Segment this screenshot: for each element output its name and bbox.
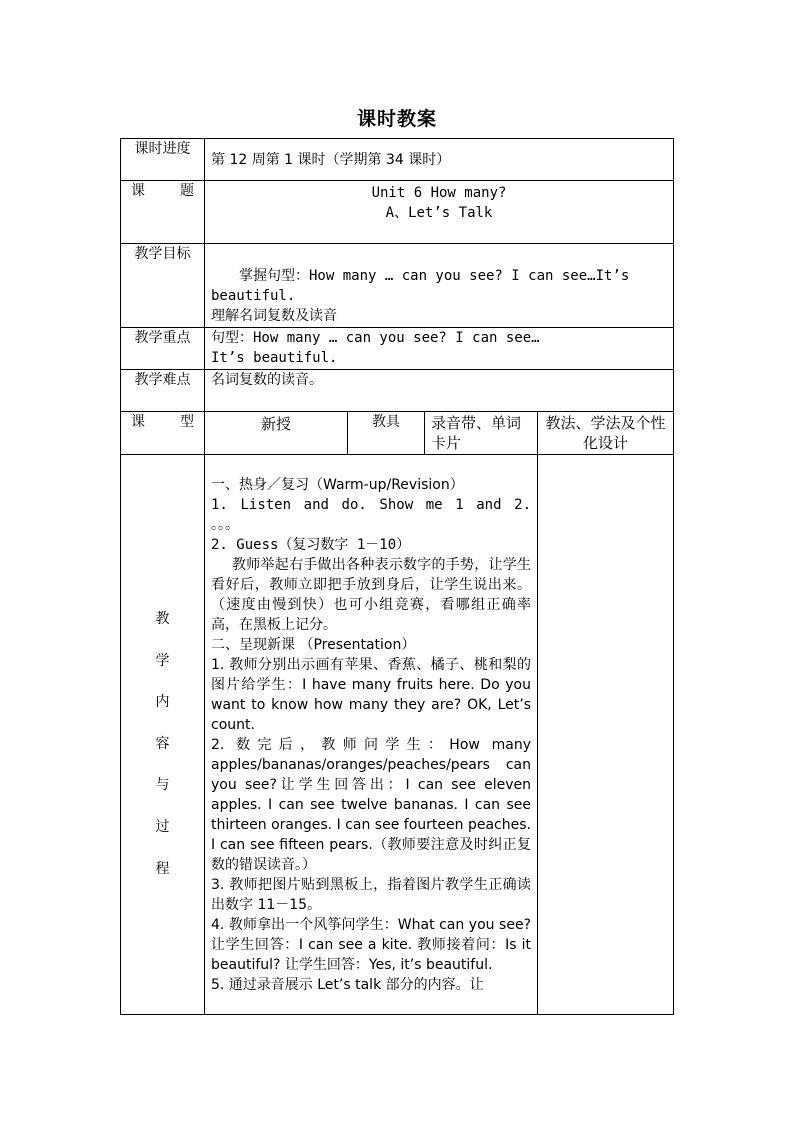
topic-line-2: A、Let’s Talk <box>385 205 493 221</box>
objective-line-2: 理解名词复数及读音 <box>211 308 337 324</box>
process-label-char: 程 <box>155 860 170 877</box>
difficulty-label: 教学难点 <box>121 370 205 412</box>
method-notes-cell <box>538 455 674 1015</box>
process-label-char: 与 <box>155 777 170 794</box>
progress-label: 课时进度 <box>121 139 205 181</box>
row-topic <box>121 181 674 244</box>
lesson-type-value: 新授 <box>205 412 348 455</box>
row-process <box>121 455 674 1015</box>
process-line: 一、热身／复习（Warm-up/Revision） <box>211 477 464 493</box>
process-label <box>121 455 205 1015</box>
process-line: 二、呈现新课 （Presentation） <box>211 637 416 653</box>
page-title: 课时教案 <box>356 108 437 130</box>
process-line: 2. Guess（复习数字 1－10） <box>211 537 411 553</box>
row-key-point <box>121 328 674 370</box>
tools-label: 教具 <box>348 412 425 455</box>
row-objective <box>121 244 674 328</box>
process-line: 2. 数完后，教师问学生：How many apples/bananas/oranges/peaches/pears can you see?让学生回答出：I can see eleven apples. I can see twelve bananas. I can see thirteen oranges. I can see fourteen peaches. I can see fifteen pears.（教师要注意及时纠正复数的错误读音。） <box>211 737 531 873</box>
objective-label: 教学目标 <box>121 244 205 328</box>
lesson-plan-table <box>120 138 674 1015</box>
method-label: 教法、学法及个性化设计 <box>538 412 674 455</box>
topic-line-1: Unit 6 How many? <box>371 185 507 201</box>
difficulty-value: 名词复数的读音。 <box>205 370 674 412</box>
process-label-char: 容 <box>155 735 170 752</box>
process-line: 5. 通过录音展示 Let’s talk 部分的内容。让 <box>211 977 484 993</box>
process-content <box>205 455 538 1015</box>
row-difficulty <box>121 370 674 412</box>
tools-value: 录音带、单词卡片 <box>425 412 538 455</box>
key-point-line-2: It’s beautiful. <box>211 350 338 366</box>
process-line: 4. 教师拿出一个风筝问学生：What can you see? 让学生回答：I can see a kite. 教师接着问：Is it beautiful? 让学生回答：Yes, it’s beautiful. <box>211 917 531 973</box>
progress-value: 第 12 周第 1 课时（学期第 34 课时） <box>205 139 674 181</box>
topic-label: 课 题 <box>121 181 205 244</box>
process-line: 3. 教师把图片贴到黑板上，指着图片教学生正确读出数字 11－15。 <box>211 877 531 913</box>
process-label-char: 学 <box>155 652 170 669</box>
process-line: 1. Listen and do. Show me 1 and 2. 。。。 <box>211 497 531 533</box>
process-label-char: 内 <box>155 694 170 711</box>
process-label-char: 教 <box>155 611 170 627</box>
key-point-line-1: 句型：How many … can you see? I can see… <box>211 330 540 346</box>
key-point-label: 教学重点 <box>121 328 205 370</box>
row-progress <box>121 139 674 181</box>
lesson-type-label: 课 型 <box>121 412 205 455</box>
row-lesson-type <box>121 412 674 455</box>
process-line: 教师举起右手做出各种表示数字的手势，让学生看好后，教师立即把手放到身后，让学生说出来。（速度由慢到快）也可小组竞赛，看哪组正确率高，在黑板上记分。 <box>211 557 531 633</box>
objective-line-1: 掌握句型：How many … can you see? I can see…It’s beautiful. <box>211 268 630 304</box>
process-line: 1. 教师分别出示画有苹果、香蕉、橘子、桃和梨的图片给学生：I have many fruits here. Do you want to know how many they are? OK, Let’s count. <box>211 657 531 733</box>
process-label-char: 过 <box>155 818 170 835</box>
